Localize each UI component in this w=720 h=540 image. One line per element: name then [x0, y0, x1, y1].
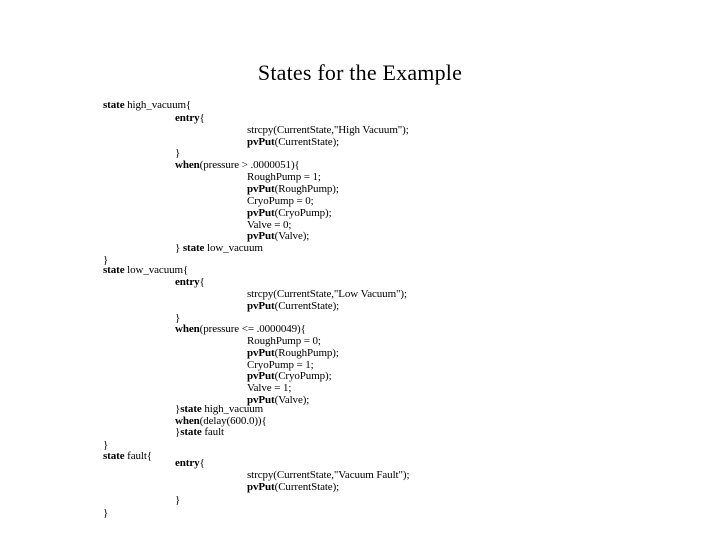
- code-line: [103, 450, 152, 462]
- code-text: low_vacuum{: [124, 264, 189, 276]
- code-line: [247, 230, 309, 242]
- code-line: [247, 481, 339, 493]
- code-line: [103, 99, 191, 111]
- code-text: }: [175, 494, 181, 506]
- code-text: (CurrentState);: [274, 300, 340, 312]
- code-text: high_vacuum: [201, 403, 264, 415]
- code-line: [247, 347, 339, 359]
- code-keyword: pvPut: [247, 183, 275, 195]
- code-text: }: [175, 242, 183, 254]
- code-text: (CurrentState);: [274, 481, 340, 493]
- code-line: [247, 136, 339, 148]
- code-line: [247, 469, 409, 481]
- code-text: (Valve);: [274, 230, 310, 242]
- code-text: RoughPump = 0;: [247, 335, 321, 347]
- code-text: CryoPump = 0;: [247, 195, 314, 207]
- code-text: strcpy(CurrentState,"Low Vacuum");: [247, 288, 407, 300]
- code-text: (Valve);: [274, 394, 310, 406]
- code-line: [247, 195, 314, 207]
- code-text: fault: [201, 426, 224, 438]
- code-line: [247, 183, 339, 195]
- code-keyword: state: [180, 403, 202, 415]
- code-line: [247, 207, 332, 219]
- code-keyword: pvPut: [247, 394, 275, 406]
- code-keyword: entry: [175, 276, 200, 288]
- code-text: CryoPump = 1;: [247, 359, 314, 371]
- code-text: }: [103, 439, 109, 451]
- code-line: [175, 159, 300, 171]
- code-text: (RoughPump);: [274, 347, 339, 359]
- code-text: (CryoPump);: [274, 370, 332, 382]
- code-text: }: [175, 312, 181, 324]
- code-line: [103, 264, 188, 276]
- code-line: [175, 494, 180, 506]
- code-text: {: [199, 112, 205, 124]
- code-line: [103, 507, 108, 519]
- code-keyword: pvPut: [247, 347, 275, 359]
- code-keyword: entry: [175, 457, 200, 469]
- code-keyword: entry: [175, 112, 200, 124]
- code-keyword: pvPut: [247, 230, 275, 242]
- code-text: }: [175, 147, 181, 159]
- code-line: [175, 426, 224, 438]
- code-line: [247, 124, 409, 136]
- code-text: {: [199, 457, 205, 469]
- slide-title: States for the Example: [257, 60, 463, 85]
- code-keyword: pvPut: [247, 481, 275, 493]
- code-line: [175, 457, 205, 469]
- code-line: [247, 171, 321, 183]
- code-line: [247, 335, 321, 347]
- code-text: (RoughPump);: [274, 183, 339, 195]
- code-text: high_vacuum{: [124, 99, 192, 111]
- code-text: }: [175, 426, 181, 438]
- code-keyword: when: [175, 415, 200, 427]
- code-keyword: pvPut: [247, 136, 275, 148]
- code-line: [247, 288, 407, 300]
- code-keyword: pvPut: [247, 207, 275, 219]
- code-keyword: state: [103, 264, 125, 276]
- code-line: [247, 300, 339, 312]
- code-keyword: pvPut: [247, 370, 275, 382]
- code-text: strcpy(CurrentState,"Vacuum Fault");: [247, 469, 410, 481]
- code-text: (pressure > .0000051){: [199, 159, 300, 171]
- code-text: (pressure <= .0000049){: [199, 323, 306, 335]
- code-line: [247, 370, 332, 382]
- code-text: Valve = 0;: [247, 219, 292, 231]
- code-keyword: pvPut: [247, 300, 275, 312]
- code-text: low_vacuum: [204, 242, 263, 254]
- code-keyword: when: [175, 323, 200, 335]
- code-text: (delay(600.0)){: [199, 415, 267, 427]
- code-text: (CurrentState);: [274, 136, 340, 148]
- code-keyword: state: [103, 99, 125, 111]
- code-text: {: [199, 276, 205, 288]
- code-keyword: state: [180, 426, 202, 438]
- code-keyword: when: [175, 159, 200, 171]
- code-text: (CryoPump);: [274, 207, 332, 219]
- code-text: Valve = 1;: [247, 382, 292, 394]
- code-text: RoughPump = 1;: [247, 171, 321, 183]
- code-line: [175, 147, 180, 159]
- code-line: [175, 112, 205, 124]
- code-line: [175, 403, 263, 415]
- code-line: [175, 323, 306, 335]
- code-keyword: state: [182, 242, 205, 254]
- code-text: }: [103, 507, 109, 519]
- code-text: }: [175, 403, 181, 415]
- code-text: }: [103, 254, 109, 266]
- code-line: [247, 382, 291, 394]
- code-line: [175, 242, 263, 254]
- code-line: [175, 276, 205, 288]
- code-text: strcpy(CurrentState,"High Vacuum");: [247, 124, 409, 136]
- code-keyword: state: [103, 450, 125, 462]
- code-text: fault{: [124, 450, 152, 462]
